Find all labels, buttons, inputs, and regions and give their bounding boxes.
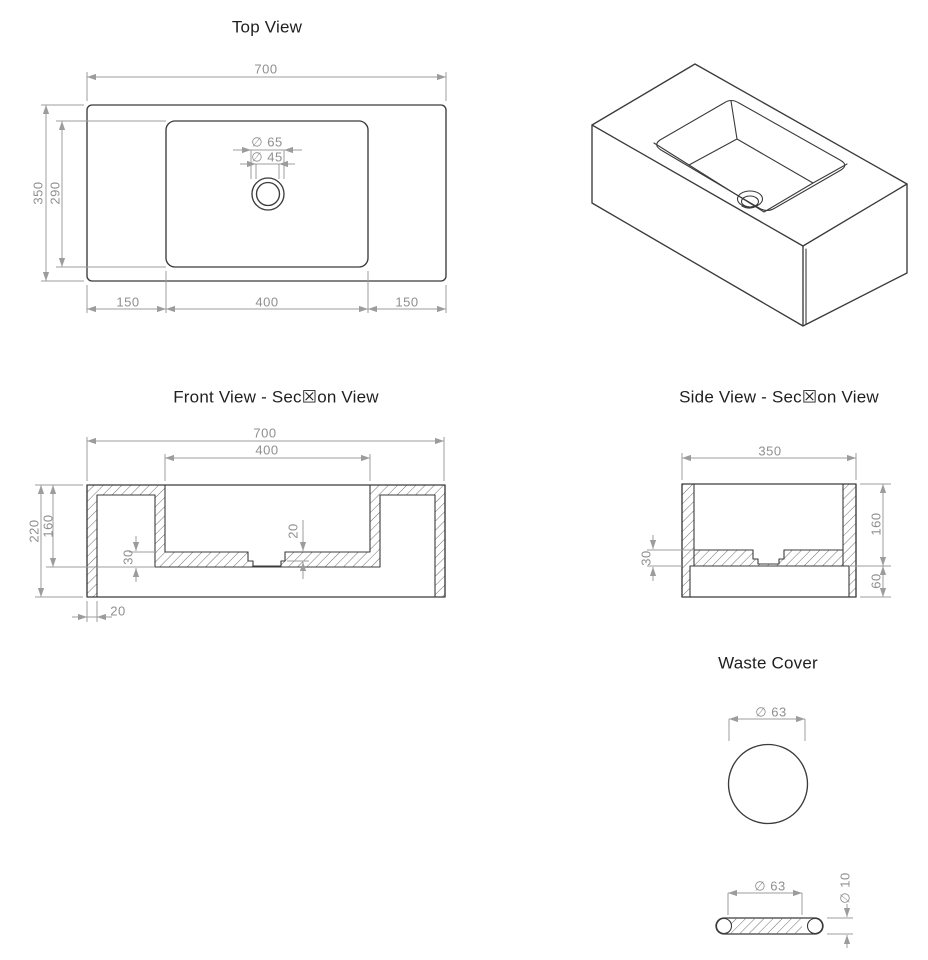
- dim-side-overall-depth: 350: [758, 443, 782, 459]
- dim-waste-thickness: ∅ 10: [837, 872, 853, 904]
- dim-top-right-offset: 150: [395, 294, 419, 310]
- dim-top-left-offset: 150: [116, 294, 140, 310]
- dim-top-basin-inner-depth: 290: [47, 181, 63, 205]
- dim-side-basin-depth: 160: [868, 512, 884, 536]
- iso-drain-hole: [742, 196, 759, 207]
- dim-front-overall-height: 220: [26, 519, 42, 543]
- dim-top-overall-depth: 350: [30, 181, 46, 205]
- dim-front-wall-thickness: 20: [110, 603, 126, 619]
- dim-top-drain-outer-dia: ∅ 65: [251, 134, 283, 150]
- front-view-title: Front View - Sec☒on View: [173, 387, 379, 407]
- dim-side-base-height: 60: [868, 573, 884, 589]
- top-view-title: Top View: [231, 17, 303, 37]
- waste-cover-plan-circle: [729, 745, 808, 824]
- iso-top-face: [592, 64, 907, 246]
- dim-waste-diameter: ∅ 63: [755, 704, 787, 720]
- waste-cover-section-right-cap: [808, 919, 823, 934]
- side-view-linework: [647, 453, 891, 597]
- waste-cover-linework: [716, 719, 853, 948]
- dim-front-basin-width: 400: [255, 442, 279, 458]
- front-view-outer-outline: [87, 485, 445, 597]
- isometric-view-linework: [592, 64, 907, 326]
- waste-cover-section-left-cap: [717, 919, 732, 934]
- front-view-linework: [35, 437, 445, 622]
- dim-top-overall-width: 700: [254, 61, 278, 77]
- dim-side-base-thickness: 30: [638, 550, 654, 566]
- dim-front-overall-width: 700: [253, 425, 277, 441]
- top-view-linework: [41, 72, 446, 313]
- iso-basin-rim: [657, 101, 845, 211]
- dim-front-drain-recess-depth: 20: [285, 523, 301, 539]
- side-view-outer-outline: [682, 484, 856, 597]
- dim-front-base-thickness: 30: [120, 549, 136, 565]
- top-view-drain-inner-circle: [257, 183, 280, 206]
- top-view-outer-outline: [87, 105, 446, 281]
- waste-cover-title: Waste Cover: [718, 653, 818, 673]
- dim-top-basin-width: 400: [255, 294, 279, 310]
- dim-top-drain-inner-dia: ∅ 45: [251, 149, 283, 165]
- side-view-title: Side View - Sec☒on View: [679, 387, 879, 407]
- iso-drain-rim: [738, 191, 763, 207]
- dim-front-basin-depth: 160: [40, 514, 56, 538]
- dim-waste-section-diameter: ∅ 63: [754, 878, 786, 894]
- iso-basin-floor: [689, 139, 813, 212]
